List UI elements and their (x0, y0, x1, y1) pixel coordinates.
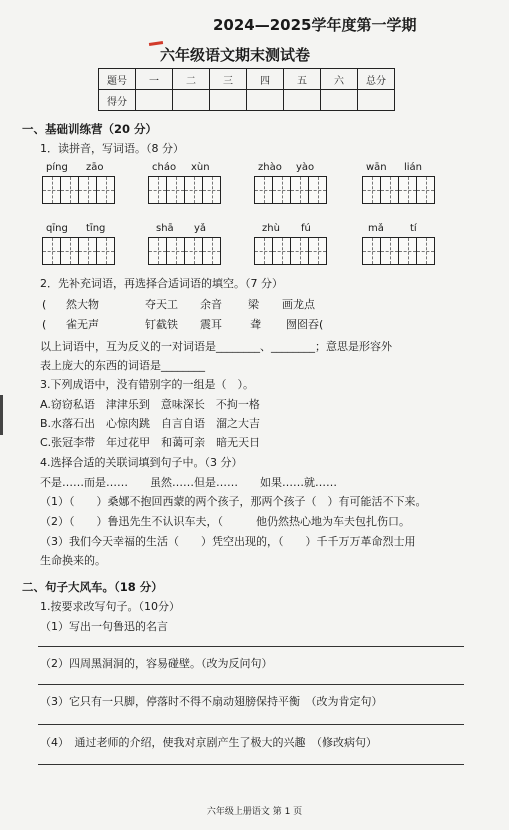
score-cell: 题号 (99, 69, 136, 90)
pinyin: xùn (191, 162, 210, 173)
score-cell[interactable] (358, 90, 395, 111)
page-footer: 六年级上册语文 第 1 页 (206, 807, 303, 817)
pinyin: lián (404, 162, 423, 173)
s2-q1-prompt: 1.按要求改写句子。（10分） (40, 600, 180, 613)
q4-sentence-3: （3）我们今天幸福的生活（ ）凭空出现的，（ ）千千万万革命烈士用 (40, 535, 416, 548)
writing-grid[interactable] (148, 237, 220, 263)
grid-cell[interactable] (254, 237, 273, 265)
q2-idiom: 夺天工 (145, 298, 178, 311)
q2-paren: ( (42, 318, 47, 331)
grid-cell[interactable] (148, 237, 167, 265)
q2-line4: 表上庞大的东西的词语是________ (40, 359, 205, 372)
grid-cell[interactable] (416, 237, 435, 265)
q1-prompt: 1．读拼音，写词语。（8 分） (40, 142, 184, 155)
s2-item-3: （3）它只有一只脚，停落时不得不扇动翅膀保持平衡 （改为肯定句） (40, 695, 383, 708)
section1-title: 一、基础训练营（20 分） (22, 122, 158, 136)
pinyin: píng (46, 162, 68, 173)
grid-cell[interactable] (290, 176, 309, 204)
writing-grid[interactable] (362, 176, 434, 202)
grid-cell[interactable] (184, 176, 203, 204)
pinyin: tīng (86, 223, 106, 234)
writing-grid[interactable] (362, 237, 434, 263)
q2-idiom: 余音 (200, 298, 222, 311)
q2-idiom: 画龙点 (282, 298, 315, 311)
score-cell: 得分 (99, 90, 136, 111)
grid-cell[interactable] (96, 176, 115, 204)
q2-idiom: 聋 (250, 318, 261, 331)
grid-cell[interactable] (362, 176, 381, 204)
s2-item-4: （4） 通过老师的介绍，使我对京剧产生了极大的兴趣 （修改病句） (40, 736, 377, 749)
grid-cell[interactable] (202, 237, 221, 265)
score-cell[interactable] (284, 90, 321, 111)
answer-line[interactable] (38, 646, 464, 647)
grid-cell[interactable] (42, 176, 61, 204)
q3-option-c: C.张冠李带 年过花甲 和蔼可亲 暗无天日 (40, 436, 261, 449)
pinyin: wān (366, 162, 387, 173)
q2-idiom: 震耳 (200, 318, 222, 331)
grid-cell[interactable] (148, 176, 167, 204)
grid-cell[interactable] (96, 237, 115, 265)
grid-cell[interactable] (362, 237, 381, 265)
grid-cell[interactable] (380, 176, 399, 204)
grid-cell[interactable] (78, 176, 97, 204)
exam-year: 2024—2025学年度第一学期 (213, 16, 417, 34)
score-table-header-row (99, 69, 395, 90)
grid-cell[interactable] (184, 237, 203, 265)
grid-cell[interactable] (60, 176, 79, 204)
q2-line3: 以上词语中，互为反义的一对词语是________、________；意思是形容外 (40, 340, 392, 353)
pinyin: mǎ (368, 223, 384, 234)
q2-paren: ( (42, 298, 47, 311)
pinyin: shā (156, 223, 174, 234)
grid-cell[interactable] (202, 176, 221, 204)
binding-mark (0, 395, 3, 435)
answer-line[interactable] (38, 764, 464, 765)
pinyin: zāo (86, 162, 104, 173)
pinyin: fú (301, 223, 311, 234)
score-cell: 一 (136, 69, 173, 90)
pinyin: yǎ (194, 223, 207, 234)
q2-idiom: 钉截铁 (145, 318, 178, 331)
grid-cell[interactable] (416, 176, 435, 204)
exam-title: 六年级语文期末测试卷 (160, 46, 311, 64)
writing-grid[interactable] (148, 176, 220, 202)
q3-option-a: A.窃窃私语 津津乐到 意味深长 不拘一格 (40, 398, 260, 411)
q2-idiom: 囫囵吞( (286, 318, 324, 331)
pinyin: qīng (46, 223, 68, 234)
pinyin: tí (410, 223, 417, 234)
q3-prompt: 3.下列成语中，没有错别字的一组是（ ）。 (40, 378, 254, 391)
q2-idiom: 雀无声 (66, 318, 99, 331)
pinyin: cháo (152, 162, 177, 173)
grid-cell[interactable] (308, 237, 327, 265)
grid-cell[interactable] (254, 176, 273, 204)
score-cell: 三 (210, 69, 247, 90)
q2-prompt: 2．先补充词语，再选择合适词语的填空。（7 分） (40, 277, 283, 290)
grid-cell[interactable] (290, 237, 309, 265)
score-cell: 总分 (358, 69, 395, 90)
grid-cell[interactable] (308, 176, 327, 204)
answer-line[interactable] (38, 724, 464, 725)
grid-cell[interactable] (398, 176, 417, 204)
s2-item-1: （1）写出一句鲁迅的名言 (40, 620, 168, 633)
q4-prompt: 4.选择合适的关联词填到句子中。（3 分） (40, 456, 243, 469)
score-table (98, 68, 395, 111)
score-cell[interactable] (247, 90, 284, 111)
grid-cell[interactable] (380, 237, 399, 265)
writing-grid[interactable] (42, 176, 114, 202)
q4-sentence-3-cont: 生命换来的。 (40, 554, 106, 567)
s2-item-2: （2）四周黑洞洞的，容易碰壁。（改为反问句） (40, 657, 273, 670)
q4-sentence-1: （1）（ ）桑娜不抱回西蒙的两个孩子，那两个孩子（ ）有可能活不下来。 (40, 495, 427, 508)
score-cell[interactable] (321, 90, 358, 111)
writing-grid[interactable] (254, 237, 326, 263)
q4-conjunctions: 不是……而是…… 虽然……但是…… 如果……就…… (40, 476, 337, 489)
grid-cell[interactable] (272, 176, 291, 204)
answer-line[interactable] (38, 684, 464, 685)
grid-cell[interactable] (78, 237, 97, 265)
section2-title: 二、句子大风车。（18 分） (22, 580, 163, 594)
pinyin: zhào (258, 162, 282, 173)
score-cell[interactable] (173, 90, 210, 111)
score-cell: 二 (173, 69, 210, 90)
grid-cell[interactable] (60, 237, 79, 265)
q2-idiom: 梁 (248, 298, 259, 311)
grid-cell[interactable] (272, 237, 291, 265)
score-cell[interactable] (136, 90, 173, 111)
writing-grid[interactable] (254, 176, 326, 202)
writing-grid[interactable] (42, 237, 114, 263)
q4-sentence-2: （2）（ ）鲁迅先生不认识车夫，（ 他仍然热心地为车夫包扎伤口。 (40, 515, 410, 528)
score-cell: 五 (284, 69, 321, 90)
q2-idiom: 然大物 (66, 298, 99, 311)
grid-cell[interactable] (42, 237, 61, 265)
score-table-score-row (99, 90, 395, 111)
score-cell: 六 (321, 69, 358, 90)
grid-cell[interactable] (166, 176, 185, 204)
pinyin: zhù (262, 223, 280, 234)
q3-option-b: B.水落石出 心惊肉跳 自言自语 溜之大吉 (40, 417, 261, 430)
pinyin: yào (296, 162, 315, 173)
grid-cell[interactable] (398, 237, 417, 265)
grid-cell[interactable] (166, 237, 185, 265)
score-cell[interactable] (210, 90, 247, 111)
score-cell: 四 (247, 69, 284, 90)
